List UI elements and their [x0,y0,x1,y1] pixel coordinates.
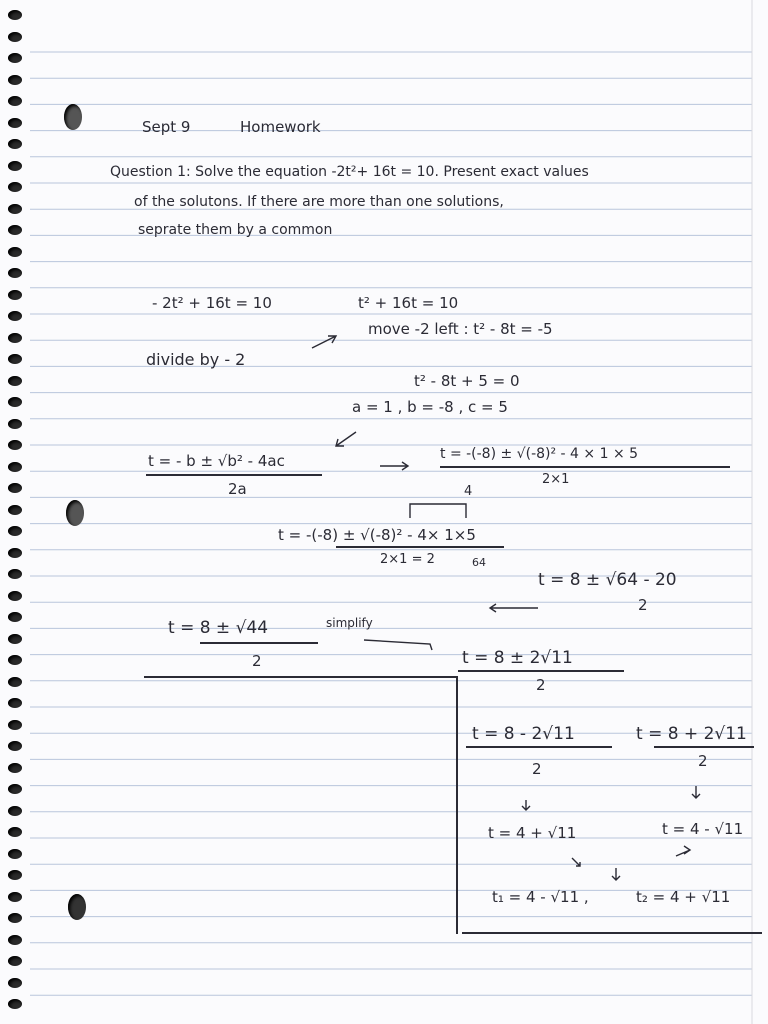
spiral-hole [8,827,22,837]
divide-note: divide by - 2 [146,350,246,369]
step2-denominator: 2×1 = 2 [380,552,435,567]
spiral-hole [8,182,22,192]
spiral-hole [8,268,22,278]
question-line-2: of the solutons. If there are more than one solutions, [134,194,504,210]
step4-numerator: t = 8 ± √44 [168,618,269,638]
spiral-hole [8,655,22,665]
spiral-hole [8,32,22,42]
spiral-hole [8,526,22,536]
right-case-fraction-bar [654,746,754,748]
spiral-hole [8,677,22,687]
punch-hole-top [64,104,82,130]
spiral-hole [8,892,22,902]
spiral-hole [8,354,22,364]
left-simplified: t = 4 + √11 [488,824,577,842]
formula-denominator: 2a [228,480,247,498]
spiral-hole [8,53,22,63]
spiral-hole [8,75,22,85]
spiral-hole [8,397,22,407]
standard-form: t² - 8t + 5 = 0 [414,372,520,390]
step4-note: simplify [326,616,373,630]
step5-numerator: t = 8 ± 2√11 [462,648,573,668]
spiral-hole [8,956,22,966]
spiral-hole [8,978,22,988]
spiral-hole [8,483,22,493]
header-title: Homework [240,118,321,136]
equation-start: - 2t² + 16t = 10 [152,294,272,312]
spiral-hole [8,741,22,751]
spiral-hole [8,505,22,515]
right-case-numerator: t = 8 + 2√11 [636,724,747,744]
step5-fraction-bar [458,670,624,672]
spiral-hole [8,634,22,644]
section-divider [144,676,456,678]
spiral-hole [8,247,22,257]
punch-hole-middle [66,500,84,526]
spiral-hole [8,440,22,450]
punch-hole-bottom [68,894,86,920]
spiral-hole [8,118,22,128]
spiral-hole [8,311,22,321]
formula-fraction-bar [146,474,322,476]
step3-numerator: t = 8 ± √64 - 20 [538,570,677,590]
substitution-fraction-bar [440,466,730,468]
step2-numerator: t = -(-8) ± √(-8)² - 4× 1×5 [278,526,476,544]
spiral-hole [8,462,22,472]
substitution-numerator: t = -(-8) ± √(-8)² - 4 × 1 × 5 [440,446,639,462]
spiral-hole [8,225,22,235]
formula-numerator: t = - b ± √b² - 4ac [148,452,285,470]
left-case-denominator: 2 [532,760,542,778]
right-case-denominator: 2 [698,752,708,770]
question-line-3: seprate them by a common [138,222,333,238]
step4-fraction-bar [200,642,318,644]
spiral-binding [0,0,40,1024]
spiral-hole [8,591,22,601]
spiral-hole [8,419,22,429]
spiral-hole [8,569,22,579]
coefficients: a = 1 , b = -8 , c = 5 [352,398,508,416]
spiral-hole [8,548,22,558]
step4-denominator: 2 [252,652,262,670]
spiral-hole [8,376,22,386]
equation-divided: t² + 16t = 10 [358,294,459,312]
case-box-left [456,676,458,934]
spiral-hole [8,784,22,794]
spiral-hole [8,161,22,171]
final-left: t₁ = 4 - √11 , [492,888,589,906]
spiral-hole [8,10,22,20]
left-case-numerator: t = 8 - 2√11 [472,724,575,744]
step5-denominator: 2 [536,676,546,694]
spiral-hole [8,612,22,622]
spiral-hole [8,849,22,859]
spiral-hole [8,333,22,343]
final-right: t₂ = 4 + √11 [636,888,731,906]
case-box-bottom [462,932,762,934]
spiral-hole [8,935,22,945]
substitution-denominator: 2×1 [542,472,570,487]
question-line-1: Question 1: Solve the equation -2t²+ 16t = 10. Present exact values [110,164,589,180]
spiral-hole [8,204,22,214]
move-note: move -2 left : t² - 8t = -5 [368,320,553,338]
right-simplified: t = 4 - √11 [662,820,744,838]
spiral-hole [8,999,22,1009]
spiral-hole [8,806,22,816]
step2-fraction-bar [336,546,504,548]
spiral-hole [8,870,22,880]
step3-denominator: 2 [638,596,648,614]
left-case-fraction-bar [466,746,612,748]
spiral-hole [8,698,22,708]
spiral-hole [8,290,22,300]
spiral-hole [8,913,22,923]
spiral-hole [8,139,22,149]
spiral-hole [8,720,22,730]
step2-note: 64 [472,556,486,569]
header-date: Sept 9 [142,118,191,136]
substitution-under-note: 4 [464,484,473,499]
spiral-hole [8,763,22,773]
spiral-hole [8,96,22,106]
